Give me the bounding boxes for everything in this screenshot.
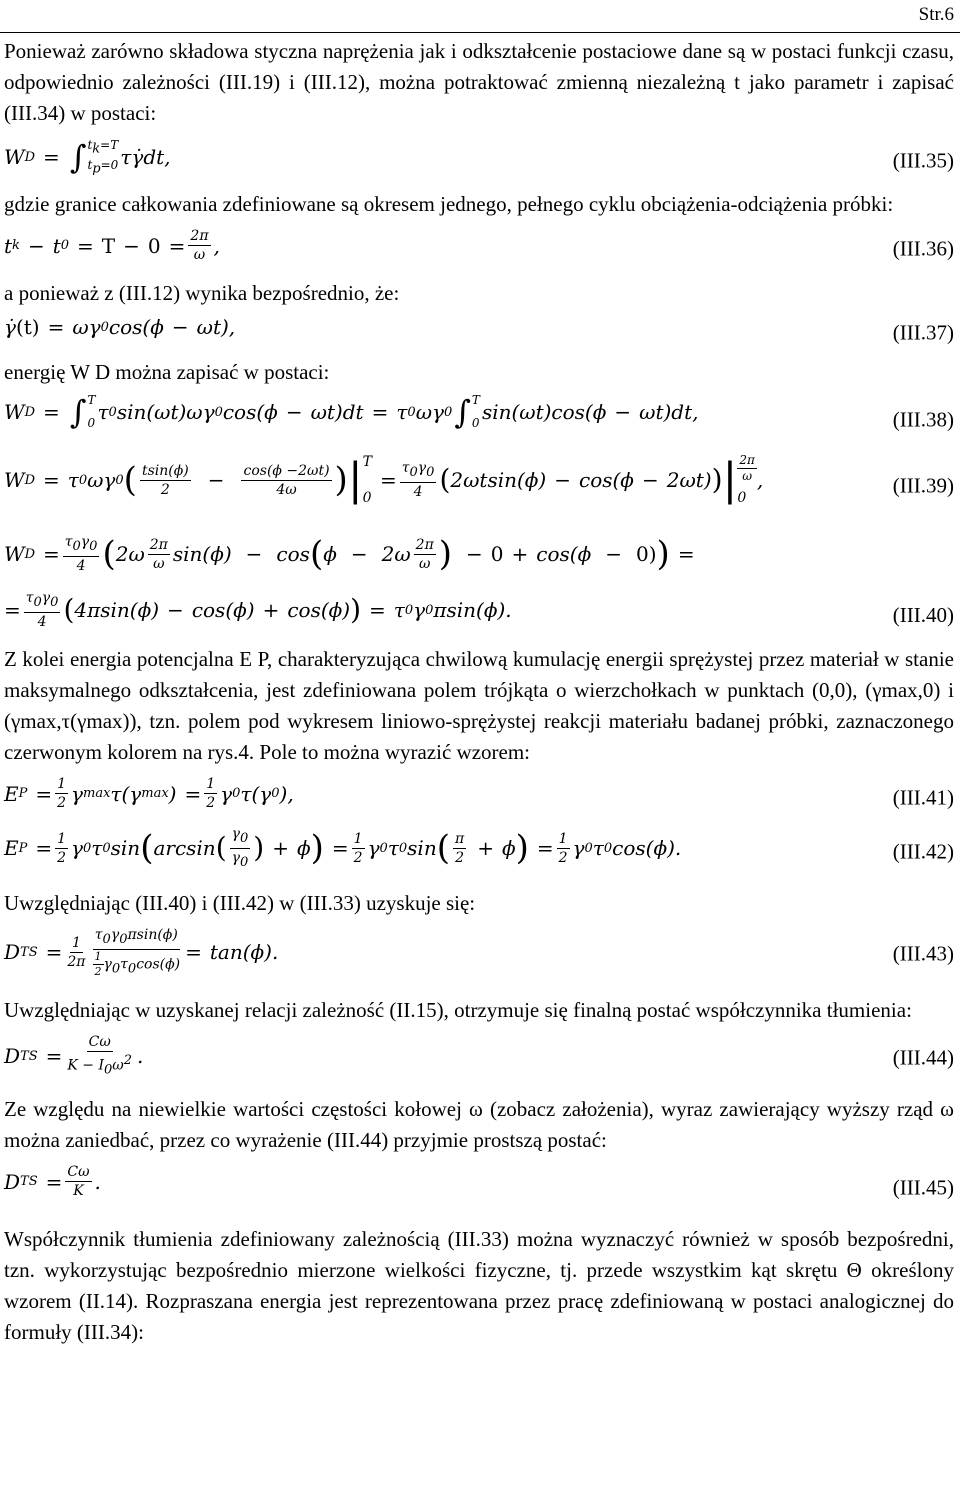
paragraph-4: energię W D można zapisać w postaci: (4, 360, 330, 384)
equation-number: (III.39) (892, 473, 954, 498)
paragraph-5: Z kolei energia potencjalna E P, charakteryzująca chwilową kumulację energii sprężystej przez materiał w stanie maksymalnego odkształcenia, jest zdefiniowana polem trójkąta o wierzchołkach w punktach (0,0), (γmax,0) i (γmax,τ(γmax)), tzn. polem pod wykresem liniowo-sprężystej reakcji materiału badanej próbki, zaznaczonego czerwonym kolorem na rys.4. Pole to można wyrazić wzorem: (4, 647, 954, 764)
equation-body: D TS = $\frac{C\omega}{K - I_0\omega^2}$ . (4, 1034, 144, 1078)
equation-number: (III.40) (892, 603, 954, 627)
equation-line-1: W D = $\frac{\tau_0\gamma_0}{4}$ ( 2ω $\frac{2\pi}{\omega}$ sin(ϕ) − cos ( ϕ − 2ω $\frac{2\pi}{\omega}$ ) − 0 + cos(ϕ − 0) ) = (4, 534, 695, 574)
equation-III-43 (4, 927, 954, 981)
equation-III-40 (4, 526, 954, 638)
paragraph-7: Uwzględniając w uzyskanej relacji zależność (II.15), otrzymuje się finalną postać współczynnika tłumienia: (4, 998, 912, 1022)
equation-line-2: = $\frac{\tau_0\gamma_0}{4}$ ( 4πsin(ϕ) − cos(ϕ) + cos(ϕ) ) = τ 0 γ 0 πsin(ϕ). (4, 590, 512, 630)
equation-III-36 (4, 228, 954, 270)
equation-number: (III.44) (892, 1045, 954, 1070)
equation-number: (III.37) (892, 320, 954, 345)
equation-number: (III.36) (892, 236, 954, 261)
equation-body: γ̇ (t) = ωγ 0 cos(ϕ − ωt), (4, 315, 236, 339)
equation-body: E P = $\frac{1}{2}$ γ 0 τ 0 sin ( arcsin ( $\frac{\gamma_0}{\gamma_0}$ ) + ϕ ) = $\frac{1}{2}$ γ 0 τ 0 sin ( $\frac{\pi}{2}$ + ϕ ) = $\frac{1}{2}$ γ 0 τ 0 cos(ϕ). (4, 826, 682, 870)
paragraph-8: Ze względu na niewielkie wartości częstości kołowej ω (zobacz założenia), wyraz zawierający wyższy rząd ω można zaniedbać, przez co wyrażenie (III.44) przyjmie prostszą postać: (4, 1097, 954, 1152)
equation-number: (III.45) (892, 1175, 954, 1200)
equation-number: (III.35) (892, 148, 954, 173)
paragraph-6: Uwzględniając (III.40) i (III.42) w (III.33) uzyskuje się: (4, 891, 476, 915)
equation-III-45 (4, 1164, 954, 1212)
paragraph-9: Współczynnik tłumienia zdefiniowany zależnością (III.33) można wyznaczyć również w sposób bezpośredni, tzn. wykorzystując bezpośrednio mierzone wielkości fizyczne, tj. przede wszystkim kąt skrętu Θ określony wzorem (II.14). Rozpraszana energia jest reprezentowana przez pracę zdefiniowaną w postaci analogicznej do formuły (III.34): (4, 1227, 954, 1344)
page-number: Str.6 (918, 4, 954, 25)
equation-III-37 (4, 315, 954, 351)
paragraph-3: a ponieważ z (III.12) wynika bezpośrednio, że: (4, 281, 400, 305)
equation-III-42 (4, 826, 954, 878)
equation-body: t k − t 0 = T − 0 = $\frac{2\pi}{\omega}$ , (4, 228, 220, 263)
equation-body: W D = ∫ $t_k=T$ $t_p=0$ τγ̇dt, (4, 138, 171, 176)
equation-number: (III.38) (892, 407, 954, 432)
equation-III-41 (4, 776, 954, 820)
equation-body: E P = $\frac{1}{2}$ γ max τ(γ max ) = $\frac{1}{2}$ γ 0 τ(γ 0 ), (4, 776, 294, 811)
paragraph-2: gdzie granice całkowania zdefiniowane są okresem jednego, pełnego cyklu obciążenia-odciążenia próbki: (4, 192, 894, 216)
equation-III-38 (4, 394, 954, 446)
equation-III-39 (4, 454, 954, 518)
equation-body: D TS = $\frac{C\omega}{K}$ . (4, 1164, 101, 1199)
equation-body: W D = ∫ T 0 τ 0 sin(ωt)ωγ 0 cos(ϕ − ωt)dt = τ 0 ωγ 0 ∫ T 0 sin(ωt)cos(ϕ − ωt)dt, (4, 393, 699, 431)
document-body (4, 36, 954, 1348)
equation-number: (III.41) (892, 785, 954, 810)
equation-body: D TS = $\frac{1}{2\pi}$ $\tau_0\gamma_0\pi\sin(\phi)$ $\frac{1}{2}$ $\gamma_0\tau_0\cos(\phi)$ = tan(ϕ). (4, 927, 279, 978)
equation-number: (III.42) (892, 839, 954, 864)
equation-III-35 (4, 139, 954, 183)
header-rule (0, 32, 960, 33)
paragraph-1: Ponieważ zarówno składowa styczna naprężenia jak i odkształcenie postaciowe dane są w postaci funkcji czasu, odpowiednio zależności (III.19) i (III.12), można potraktować zmienną niezależną t jako parametr i zapisać (III.34) w postaci: (4, 39, 954, 125)
equation-number: (III.43) (892, 941, 954, 966)
equation-body: W D = τ 0 ωγ 0 ( $\frac{tsin(\phi)}{2}$ − $\frac{\cos(\phi -2\omega t)}{4\omega}$ ) | T 0 = $\frac{\tau_0\gamma_0}{4}$ ( 2ωtsin(ϕ) − cos(ϕ − 2ωt) ) | $\frac{2\pi}{\omega}$ 0 , (4, 453, 764, 506)
equation-III-44 (4, 1034, 954, 1082)
